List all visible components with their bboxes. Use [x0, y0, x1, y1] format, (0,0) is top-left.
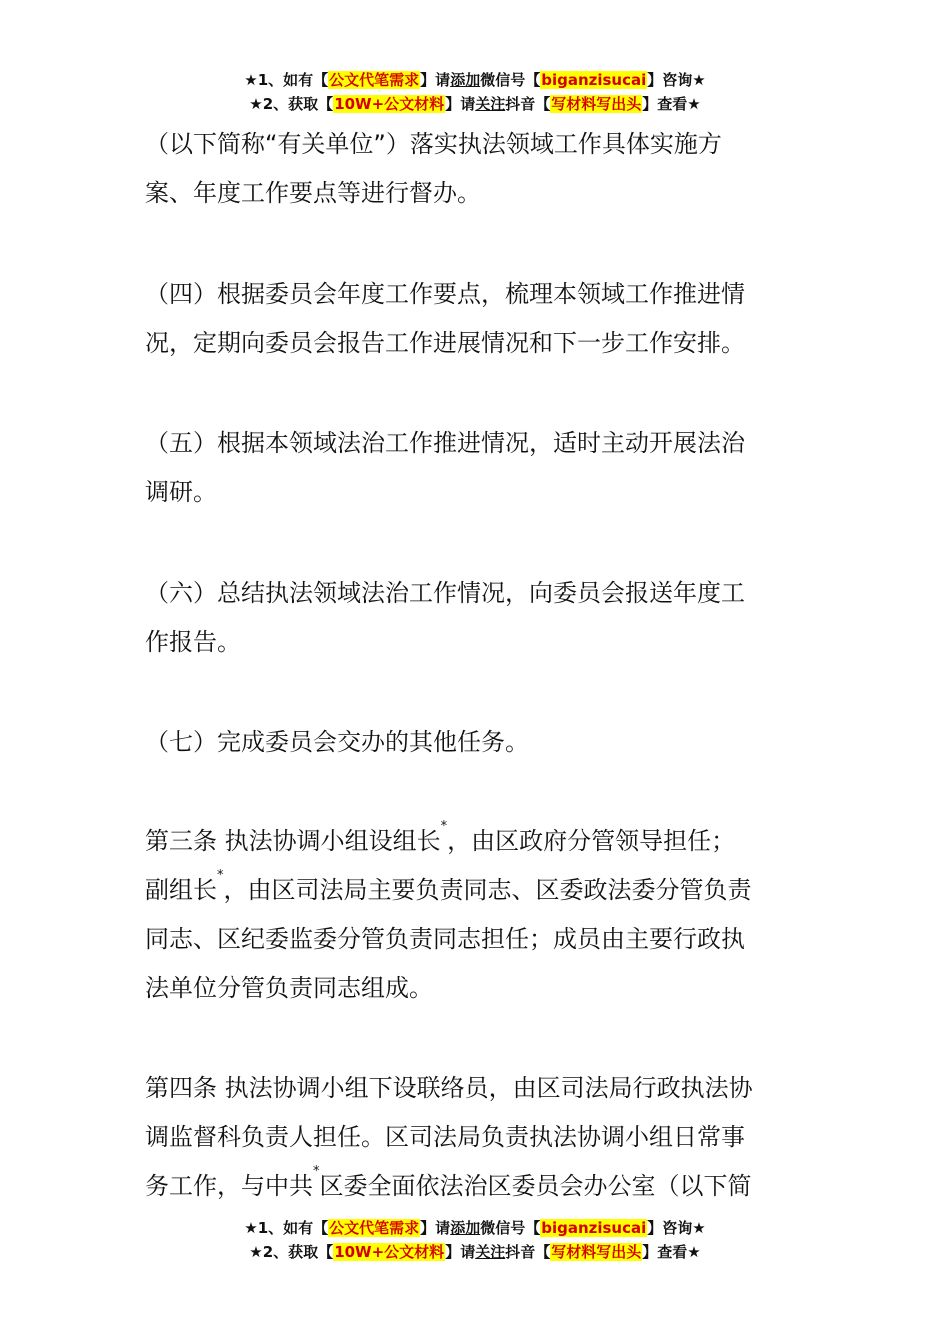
paragraph — [145, 569, 815, 667]
banner-emphasis: 添加 — [450, 1219, 481, 1237]
text-line: （以下简称“有关单位”）落实执法领域工作具体实施方 — [145, 130, 722, 158]
banner-text: 】请 — [445, 1243, 476, 1261]
article-four — [145, 1064, 815, 1211]
text-line: （四）根据委员会年度工作要点，梳理本领域工作推进情 — [145, 280, 745, 308]
banner-highlight: 公文代笔需求 — [329, 1219, 420, 1237]
banner-text: 】查看★ — [642, 95, 701, 113]
banner-highlight: 公文代笔需求 — [329, 71, 420, 89]
banner-line-1 — [0, 68, 950, 92]
banner-text: 】请 — [420, 71, 451, 89]
text-segment: 区委全面依法治区委员会办公室（以下简 — [319, 1172, 752, 1200]
banner-line-2 — [0, 92, 950, 116]
banner-highlight: 写材料写出头 — [551, 1243, 642, 1261]
paragraph — [145, 270, 815, 368]
document-body — [145, 569, 815, 667]
text-line: 调研。 — [145, 478, 217, 506]
banner-emphasis: 关注 — [475, 1243, 506, 1261]
banner-highlight: 10W+公文材料 — [334, 1243, 445, 1261]
text-segment: 务工作，与中共 — [145, 1172, 313, 1200]
banner-text: 】咨询★ — [647, 71, 706, 89]
footnote-mark: * — [217, 868, 224, 883]
banner-text: 抖音【 — [505, 95, 551, 113]
footer-banner — [0, 1216, 950, 1264]
article-three — [145, 817, 815, 1013]
text-line: （五）根据本领域法治工作推进情况，适时主动开展法治 — [145, 429, 745, 457]
footnote-mark: * — [440, 819, 448, 834]
banner-text: 】咨询★ — [647, 1219, 706, 1237]
banner-line-2 — [0, 1240, 950, 1264]
document-body — [145, 1064, 815, 1211]
banner-text: 微信号【 — [480, 1219, 541, 1237]
banner-text: 抖音【 — [505, 1243, 551, 1261]
text-line: 同志、区纪委监委分管负责同志担任；成员由主要行政执 — [145, 925, 745, 953]
banner-line-1 — [0, 1216, 950, 1240]
banner-emphasis: 添加 — [450, 71, 481, 89]
banner-text: 微信号【 — [480, 71, 541, 89]
paragraph — [145, 718, 815, 767]
banner-highlight: 10W+公文材料 — [334, 95, 445, 113]
text-line: （六）总结执法领域法治工作情况，向委员会报送年度工 — [145, 579, 745, 607]
banner-highlight: biganzisucai — [541, 1219, 647, 1237]
text-line: 第四条 执法协调小组下设联络员，由区司法局行政执法协 — [145, 1074, 753, 1102]
text-line: 法单位分管负责同志组成。 — [145, 974, 433, 1002]
banner-text: 】查看★ — [642, 1243, 701, 1261]
banner-text: ★1、如有【 — [244, 1219, 329, 1237]
header-banner — [0, 68, 950, 116]
banner-text: ★2、获取【 — [249, 95, 334, 113]
text-segment: ，由区司法局主要负责同志、区委政法委分管负责 — [223, 876, 752, 904]
document-body — [145, 120, 815, 218]
banner-highlight: biganzisucai — [541, 71, 647, 89]
text-line: 案、年度工作要点等进行督办。 — [145, 179, 481, 207]
text-line: 调监督科负责人担任。区司法局负责执法协调小组日常事 — [145, 1123, 745, 1151]
paragraph — [145, 419, 815, 517]
text-line: 况，定期向委员会报告工作进展情况和下一步工作安排。 — [145, 329, 745, 357]
text-segment: 副组长 — [145, 876, 217, 904]
text-segment: ，由区政府分管领导担任； — [447, 827, 736, 855]
document-body — [145, 270, 815, 368]
text-segment: 第三条 执法协调小组设组长 — [145, 827, 441, 855]
paragraph — [145, 120, 815, 218]
banner-emphasis: 关注 — [475, 95, 506, 113]
banner-text: ★1、如有【 — [244, 71, 329, 89]
text-line: 作报告。 — [145, 628, 241, 656]
banner-text: 】请 — [445, 95, 476, 113]
text-line: （七）完成委员会交办的其他任务。 — [145, 728, 529, 756]
banner-text: ★2、获取【 — [249, 1243, 334, 1261]
footnote-mark: * — [313, 1164, 320, 1179]
document-body — [145, 419, 815, 517]
document-body — [145, 817, 815, 1013]
banner-text: 】请 — [420, 1219, 451, 1237]
banner-highlight: 写材料写出头 — [551, 95, 642, 113]
document-body — [145, 718, 815, 767]
